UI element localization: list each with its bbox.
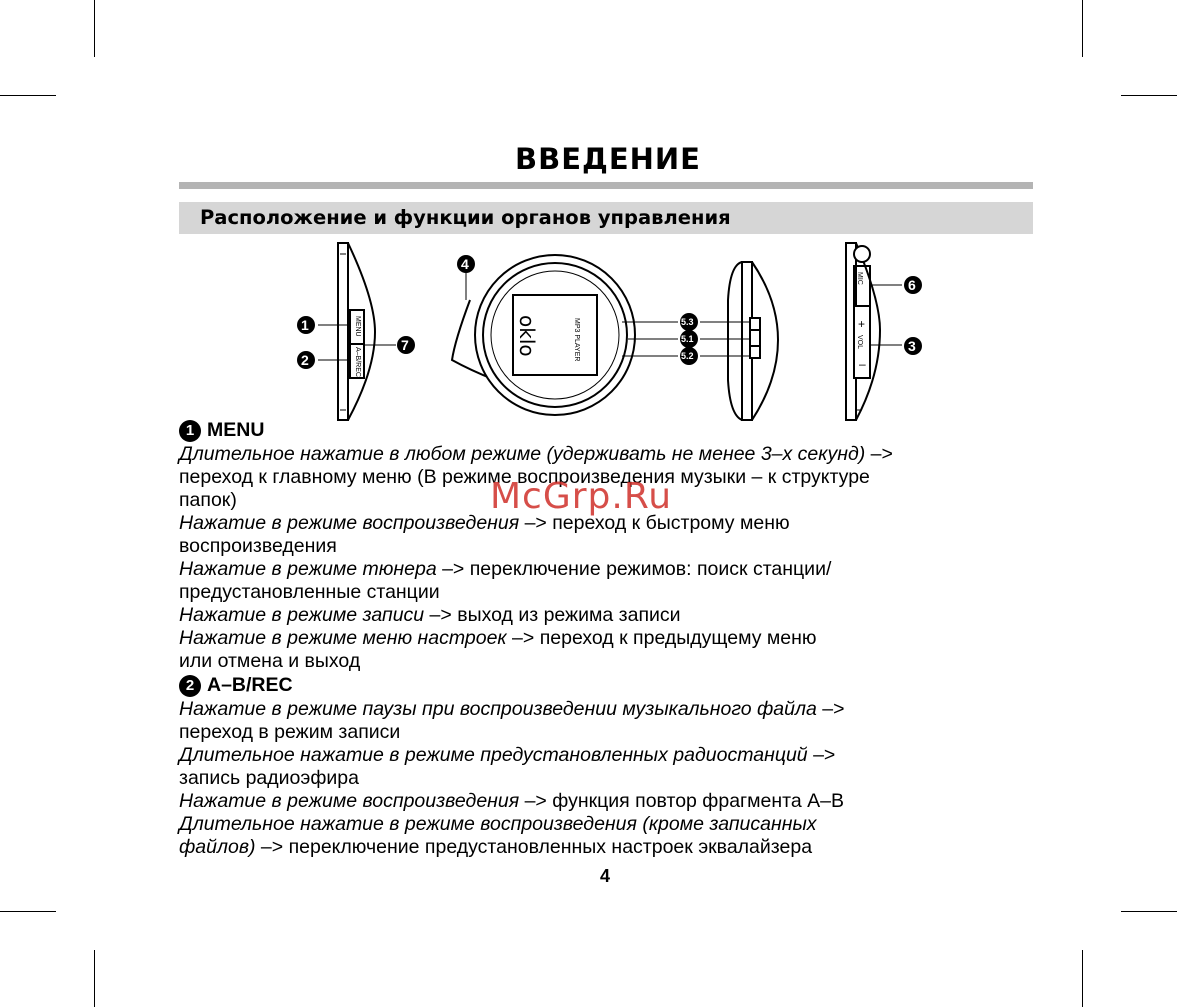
svg-text:5.2: 5.2 — [681, 351, 694, 361]
svg-text:2: 2 — [301, 352, 309, 368]
plain-text: –> переход к предыдущему меню — [506, 627, 817, 649]
text-line — [179, 535, 1019, 558]
callout-5-3 — [680, 313, 698, 331]
section-title: Расположение и функции органов управления — [200, 206, 731, 229]
vol-minus-label: – — [859, 357, 866, 371]
italic-text: Нажатие в режиме воспроизведения — [179, 790, 520, 812]
menu-heading — [179, 418, 1019, 443]
text-line — [179, 790, 1019, 813]
italic-text: Длительное нажатие в режиме воспроизведения (кроме записанных — [179, 813, 817, 835]
vol-label: VOL — [856, 335, 863, 350]
italic-text: Нажатие в режиме паузы при воспроизведении музыкального файла — [179, 698, 817, 720]
device-diagram — [0, 0, 1177, 430]
callout-4 — [457, 255, 475, 273]
menu-number-badge: 1 — [179, 420, 201, 442]
italic-text: файлов) — [179, 836, 256, 858]
italic-text: Длительное нажатие в режиме предустановленных радиостанций — [179, 744, 808, 766]
plain-text: запись радиоэфира — [179, 767, 359, 789]
text-line — [179, 698, 1019, 721]
plain-text: –> выход из режима записи — [424, 604, 681, 626]
svg-text:5.1: 5.1 — [681, 334, 694, 344]
abrec-description — [179, 698, 1019, 859]
menu-side-label: MENU — [354, 316, 361, 337]
text-line — [179, 744, 1019, 767]
italic-text: Нажатие в режиме тюнера — [179, 558, 437, 580]
top-view — [846, 243, 902, 420]
menu-heading-label: MENU — [207, 419, 265, 441]
italic-text: Длительное нажатие в любом режиме (удерживать не менее 3–х секунд) — [179, 443, 866, 465]
svg-text:3: 3 — [908, 338, 916, 354]
plain-text: –> — [807, 744, 836, 766]
watermark: McGrp.Ru — [490, 476, 673, 517]
mic-label: MIC — [856, 272, 863, 285]
plain-text: переход в режим записи — [179, 721, 401, 743]
abrec-side-label: A–B/REC — [354, 347, 361, 377]
vol-plus-label: + — [858, 317, 866, 331]
italic-text: Нажатие в режиме воспроизведения — [179, 512, 520, 534]
plain-text: –> функция повтор фрагмента A–B — [519, 790, 845, 812]
abrec-number-badge: 2 — [179, 675, 201, 697]
text-line — [179, 836, 1019, 859]
italic-text: Нажатие в режиме меню настроек — [179, 627, 507, 649]
text-line — [179, 813, 1019, 836]
plain-text: или отмена и выход — [179, 650, 361, 672]
crop-mark — [1082, 950, 1083, 1007]
brand-logo: oklo — [515, 315, 539, 357]
plain-text: –> переключение предустановленных настроек эквалайзера — [255, 836, 813, 858]
abrec-heading-label: A–B/REC — [207, 674, 293, 696]
right-side-view — [700, 262, 778, 420]
plain-text: предустановленные станции — [179, 581, 440, 603]
text-line — [179, 721, 1019, 744]
callout-6 — [904, 276, 922, 294]
plain-text: воспроизведения — [179, 535, 337, 557]
callout-5-2 — [680, 347, 698, 365]
svg-text:6: 6 — [908, 277, 916, 293]
callout-7 — [397, 336, 415, 354]
callout-2 — [297, 351, 315, 369]
text-line — [179, 581, 1019, 604]
crop-mark — [94, 950, 95, 1007]
svg-text:5.3: 5.3 — [681, 317, 694, 327]
page-title: ВВЕДЕНИЕ — [514, 142, 701, 176]
text-line — [179, 443, 1019, 466]
plain-text: папок) — [179, 489, 237, 511]
crop-mark — [0, 911, 56, 912]
text-line — [179, 650, 1019, 673]
plain-text: –> — [816, 698, 845, 720]
plain-text: –> переход к быстрому меню — [519, 512, 790, 534]
callout-5-1 — [680, 330, 698, 348]
mp3-player-label: MP3 PLAYER — [573, 318, 580, 362]
text-line — [179, 604, 1019, 627]
abrec-heading — [179, 673, 1019, 698]
svg-text:4: 4 — [461, 256, 469, 272]
text-line — [179, 627, 1019, 650]
italic-text: Нажатие в режиме записи — [179, 604, 425, 626]
page-number: 4 — [599, 866, 610, 886]
crop-mark — [1121, 911, 1177, 912]
plain-text: переход к главному меню (В режиме воспроизведения музыки – к структуре — [179, 466, 870, 488]
callout-3 — [904, 337, 922, 355]
svg-text:1: 1 — [301, 317, 309, 333]
front-view — [452, 255, 678, 415]
plain-text: –> переключение режимов: поиск станции/ — [436, 558, 832, 580]
callout-1 — [297, 316, 315, 334]
svg-text:7: 7 — [401, 337, 409, 353]
plain-text: –> — [865, 443, 893, 465]
text-line — [179, 767, 1019, 790]
text-line — [179, 558, 1019, 581]
